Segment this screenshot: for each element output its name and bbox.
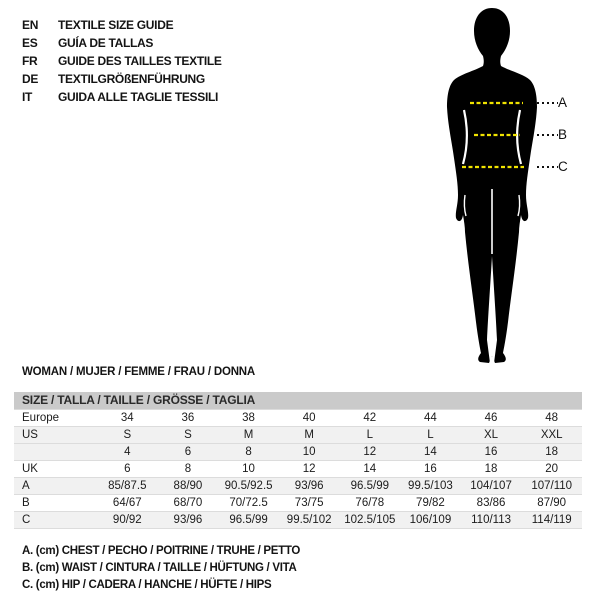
size-cell: L <box>400 427 461 444</box>
size-cell: 96.5/99 <box>340 478 401 495</box>
size-cell: 12 <box>340 444 401 461</box>
size-cell: 18 <box>461 461 522 478</box>
size-cell: 10 <box>218 461 279 478</box>
size-cell: 6 <box>97 461 158 478</box>
size-cell: 104/107 <box>461 478 522 495</box>
table-row <box>14 495 582 512</box>
measure-legend <box>22 543 300 594</box>
language-row <box>22 16 222 34</box>
size-cell: 110/113 <box>461 512 522 529</box>
size-cell: M <box>279 427 340 444</box>
marker-letter-b: B <box>558 127 568 142</box>
size-cell: 70/72.5 <box>218 495 279 512</box>
language-list <box>22 16 222 106</box>
size-cell: 14 <box>340 461 401 478</box>
row-label: UK <box>14 461 97 478</box>
size-cell: 36 <box>158 410 219 427</box>
marker-letter-c: C <box>558 159 568 174</box>
language-label: GUIDA ALLE TAGLIE TESSILI <box>58 90 219 104</box>
table-row <box>14 461 582 478</box>
row-label: B <box>14 495 97 512</box>
size-cell: 99.5/103 <box>400 478 461 495</box>
size-cell: 16 <box>400 461 461 478</box>
size-cell: S <box>97 427 158 444</box>
size-cell: 106/109 <box>400 512 461 529</box>
size-cell: 6 <box>158 444 219 461</box>
language-label: GUÍA DE TALLAS <box>58 36 154 50</box>
size-cell: S <box>158 427 219 444</box>
size-cell: 14 <box>400 444 461 461</box>
size-cell: 40 <box>279 410 340 427</box>
language-code: ES <box>22 36 38 50</box>
size-cell: 83/86 <box>461 495 522 512</box>
row-label: C <box>14 512 97 529</box>
size-table-body <box>14 410 582 529</box>
table-row <box>14 478 582 495</box>
size-cell: 18 <box>521 444 582 461</box>
size-cell: 20 <box>521 461 582 478</box>
size-cell: 44 <box>400 410 461 427</box>
size-cell: 16 <box>461 444 522 461</box>
size-cell: 85/87.5 <box>97 478 158 495</box>
size-cell: 114/119 <box>521 512 582 529</box>
size-cell: 8 <box>158 461 219 478</box>
size-cell: 93/96 <box>158 512 219 529</box>
size-cell: 10 <box>279 444 340 461</box>
size-cell: 68/70 <box>158 495 219 512</box>
size-cell: 107/110 <box>521 478 582 495</box>
legend-line-chest: A. (cm) CHEST / PECHO / POITRINE / TRUHE / PETTO <box>22 545 301 557</box>
size-cell: 42 <box>340 410 401 427</box>
size-cell: 46 <box>461 410 522 427</box>
size-cell: XL <box>461 427 522 444</box>
row-label: US <box>14 427 97 444</box>
size-cell: 8 <box>218 444 279 461</box>
language-row <box>22 88 222 106</box>
language-code: DE <box>22 72 39 86</box>
language-code: EN <box>22 18 39 32</box>
size-table <box>14 392 582 529</box>
size-cell: 38 <box>218 410 279 427</box>
size-cell: 12 <box>279 461 340 478</box>
size-cell: 73/75 <box>279 495 340 512</box>
size-cell: 34 <box>97 410 158 427</box>
size-cell: 102.5/105 <box>340 512 401 529</box>
table-row <box>14 444 582 461</box>
row-label <box>14 444 97 461</box>
size-cell: 88/90 <box>158 478 219 495</box>
woman-silhouette-figure <box>430 0 600 370</box>
woman-silhouette-svg <box>430 0 600 370</box>
language-label: TEXTILGRÖßENFÜHRUNG <box>58 72 205 86</box>
size-cell: M <box>218 427 279 444</box>
row-label: Europe <box>14 410 97 427</box>
size-cell: 90/92 <box>97 512 158 529</box>
language-row <box>22 34 222 52</box>
language-row <box>22 52 222 70</box>
size-cell: 48 <box>521 410 582 427</box>
table-header: SIZE / TALLA / TAILLE / GRÖSSE / TAGLIA <box>14 392 582 410</box>
table-row <box>14 427 582 444</box>
section-title: WOMAN / MUJER / FEMME / FRAU / DONNA <box>22 366 256 378</box>
row-label: A <box>14 478 97 495</box>
size-cell: 90.5/92.5 <box>218 478 279 495</box>
size-cell: 4 <box>97 444 158 461</box>
size-cell: 93/96 <box>279 478 340 495</box>
language-code: FR <box>22 54 38 68</box>
size-cell: 79/82 <box>400 495 461 512</box>
legend-line-waist: B. (cm) WAIST / CINTURA / TAILLE / HÜFTUNG / VITA <box>22 562 297 574</box>
language-code: IT <box>22 90 33 104</box>
size-cell: L <box>340 427 401 444</box>
language-label: TEXTILE SIZE GUIDE <box>58 18 174 32</box>
legend-line-hip: C. (cm) HIP / CADERA / HANCHE / HÜFTE / HIPS <box>22 579 272 591</box>
size-cell: 96.5/99 <box>218 512 279 529</box>
marker-letter-a: A <box>558 95 568 110</box>
size-cell: 76/78 <box>340 495 401 512</box>
table-header-row <box>14 392 582 410</box>
size-cell: 64/67 <box>97 495 158 512</box>
size-cell: 87/90 <box>521 495 582 512</box>
size-cell: XXL <box>521 427 582 444</box>
size-cell: 99.5/102 <box>279 512 340 529</box>
table-row <box>14 512 582 529</box>
language-label: GUIDE DES TAILLES TEXTILE <box>58 54 222 68</box>
language-row <box>22 70 222 88</box>
table-row <box>14 410 582 427</box>
